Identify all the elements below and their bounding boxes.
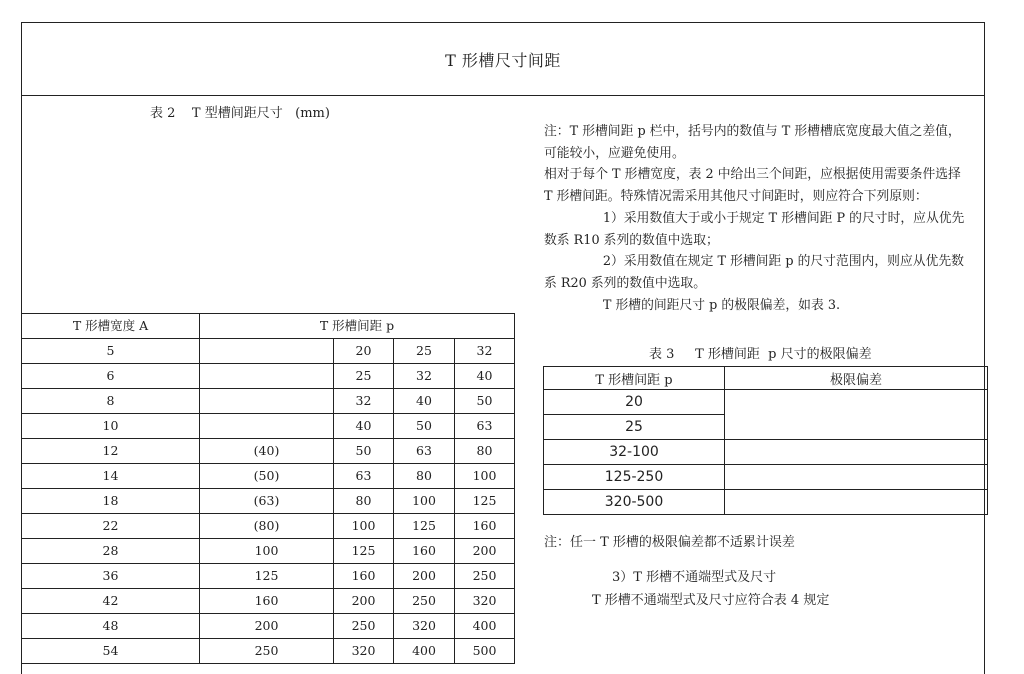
table-row bbox=[22, 639, 515, 664]
table-cell: 200 bbox=[200, 614, 334, 639]
table-cell: (63) bbox=[200, 489, 334, 514]
header-deviation: 极限偏差 bbox=[725, 367, 988, 390]
table-cell: 250 bbox=[334, 614, 394, 639]
note-line: 注：T 形槽间距 p 栏中，括号内的数值与 T 形槽槽底宽度最大值之差值， bbox=[544, 124, 961, 139]
table-cell: 8 bbox=[22, 389, 200, 414]
table-cell: 250 bbox=[455, 564, 515, 589]
page-title: T 形槽尺寸间距 bbox=[22, 23, 984, 96]
table-cell: 250 bbox=[200, 639, 334, 664]
table-row bbox=[544, 390, 988, 415]
table3-caption: 表 3 T 形槽间距 p 尺寸的极限偏差 bbox=[649, 347, 872, 362]
table2-caption: 表 2 T 型槽间距尺寸 (mm) bbox=[150, 106, 330, 121]
table-row bbox=[22, 564, 515, 589]
table-cell: 160 bbox=[394, 539, 455, 564]
table-row bbox=[22, 339, 515, 364]
table-row bbox=[22, 614, 515, 639]
note-line: 相对于每个 T 形槽宽度，表 2 中给出三个间距，应根据使用需要条件选择 bbox=[544, 167, 961, 183]
spacing-value: 32-100 bbox=[544, 440, 725, 465]
spacing-value: 25 bbox=[544, 415, 725, 440]
table-row bbox=[544, 440, 988, 465]
table-cell: 80 bbox=[394, 464, 455, 489]
table-cell bbox=[200, 339, 334, 364]
table-cell: 48 bbox=[22, 614, 200, 639]
note-line: 2）采用数值在规定 T 形槽间距 p 的尺寸范围内，则应从优先数 bbox=[602, 254, 964, 270]
table-cell: 320 bbox=[334, 639, 394, 664]
table-cell bbox=[200, 364, 334, 389]
table-row bbox=[22, 389, 515, 414]
table-cell bbox=[200, 389, 334, 414]
table-cell: 320 bbox=[455, 589, 515, 614]
spacing-value: 320-500 bbox=[544, 490, 725, 515]
table-cell: 20 bbox=[334, 339, 394, 364]
table-row bbox=[22, 589, 515, 614]
table-cell: 40 bbox=[394, 389, 455, 414]
table-row bbox=[22, 464, 515, 489]
table-cell: 125 bbox=[455, 489, 515, 514]
deviation-value-cell bbox=[725, 390, 988, 440]
table-cell: 40 bbox=[334, 414, 394, 439]
table-cell: 125 bbox=[334, 539, 394, 564]
table-header-row bbox=[22, 314, 515, 339]
table-cell: 100 bbox=[334, 514, 394, 539]
table-cell: 32 bbox=[394, 364, 455, 389]
t-slot-spacing-table bbox=[21, 313, 515, 664]
note-line: 数系 R10 系列的数值中选取； bbox=[544, 232, 719, 248]
table-cell: 10 bbox=[22, 414, 200, 439]
note-line: 系 R20 系列的数值中选取。 bbox=[544, 275, 707, 291]
table-cell bbox=[200, 414, 334, 439]
table-row bbox=[22, 439, 515, 464]
table-cell: 14 bbox=[22, 464, 200, 489]
table-cell: 500 bbox=[455, 639, 515, 664]
table-cell: 125 bbox=[200, 564, 334, 589]
table-row bbox=[22, 539, 515, 564]
spacing-value: 125-250 bbox=[544, 465, 725, 490]
spacing-value: 20 bbox=[544, 390, 725, 415]
table-cell: 125 bbox=[394, 514, 455, 539]
table-cell: 63 bbox=[334, 464, 394, 489]
note-line: 可能较小，应避免使用。 bbox=[544, 145, 685, 161]
table-cell: 50 bbox=[455, 389, 515, 414]
deviation-value-cell bbox=[725, 440, 988, 465]
table-cell: 63 bbox=[455, 414, 515, 439]
table-header-row bbox=[544, 367, 988, 390]
deviation-value-cell bbox=[725, 490, 988, 515]
table-cell: 18 bbox=[22, 489, 200, 514]
table-cell: 6 bbox=[22, 364, 200, 389]
table-cell: 100 bbox=[200, 539, 334, 564]
table-cell: 160 bbox=[455, 514, 515, 539]
table-cell: 160 bbox=[334, 564, 394, 589]
limit-deviation-table bbox=[543, 366, 988, 515]
table-cell: 160 bbox=[200, 589, 334, 614]
header-spacing: T 形槽间距 p bbox=[200, 314, 515, 339]
table-cell: 25 bbox=[394, 339, 455, 364]
header-width: T 形槽宽度 A bbox=[22, 314, 200, 339]
table-cell: 320 bbox=[394, 614, 455, 639]
table-cell: 100 bbox=[394, 489, 455, 514]
note-line: T 形槽的间距尺寸 p 的极限偏差，如表 3. bbox=[602, 297, 841, 313]
table-cell: 28 bbox=[22, 539, 200, 564]
table3-note: 注：任一 T 形槽的极限偏差都不适累计误差 bbox=[544, 535, 795, 550]
table-cell: 12 bbox=[22, 439, 200, 464]
table-row bbox=[22, 414, 515, 439]
deviation-value-cell bbox=[725, 465, 988, 490]
table-cell: 63 bbox=[394, 439, 455, 464]
table-cell: 250 bbox=[394, 589, 455, 614]
note-line: T 形槽间距。特殊情况需采用其他尺寸间距时，则应符合下列原则： bbox=[544, 189, 928, 205]
table-cell: 22 bbox=[22, 514, 200, 539]
table-cell: (40) bbox=[200, 439, 334, 464]
table-cell: 32 bbox=[334, 389, 394, 414]
table-row bbox=[22, 514, 515, 539]
table-cell: 100 bbox=[455, 464, 515, 489]
table-cell: 400 bbox=[455, 614, 515, 639]
table-cell: 5 bbox=[22, 339, 200, 364]
table-cell: 42 bbox=[22, 589, 200, 614]
table-cell: 50 bbox=[394, 414, 455, 439]
table-cell: 32 bbox=[455, 339, 515, 364]
header-spacing: T 形槽间距 p bbox=[544, 367, 725, 390]
table-cell: 400 bbox=[394, 639, 455, 664]
table-row bbox=[544, 490, 988, 515]
section-text: T 形槽不通端型式及尺寸应符合表 4 规定 bbox=[592, 593, 830, 608]
table-cell: 54 bbox=[22, 639, 200, 664]
table-cell: (80) bbox=[200, 514, 334, 539]
table-row bbox=[544, 465, 988, 490]
table-cell: 80 bbox=[334, 489, 394, 514]
table-cell: (50) bbox=[200, 464, 334, 489]
section-heading: 3）T 形槽不通端型式及尺寸 bbox=[612, 570, 777, 585]
table-cell: 36 bbox=[22, 564, 200, 589]
notes-block bbox=[544, 121, 986, 316]
table-cell: 25 bbox=[334, 364, 394, 389]
table-cell: 80 bbox=[455, 439, 515, 464]
table-cell: 200 bbox=[334, 589, 394, 614]
note-line: 1）采用数值大于或小于规定 T 形槽间距 P 的尺寸时，应从优先 bbox=[602, 210, 965, 226]
table-cell: 200 bbox=[455, 539, 515, 564]
table-row bbox=[22, 364, 515, 389]
table-cell: 200 bbox=[394, 564, 455, 589]
table-cell: 50 bbox=[334, 439, 394, 464]
table-row bbox=[22, 489, 515, 514]
table-cell: 40 bbox=[455, 364, 515, 389]
